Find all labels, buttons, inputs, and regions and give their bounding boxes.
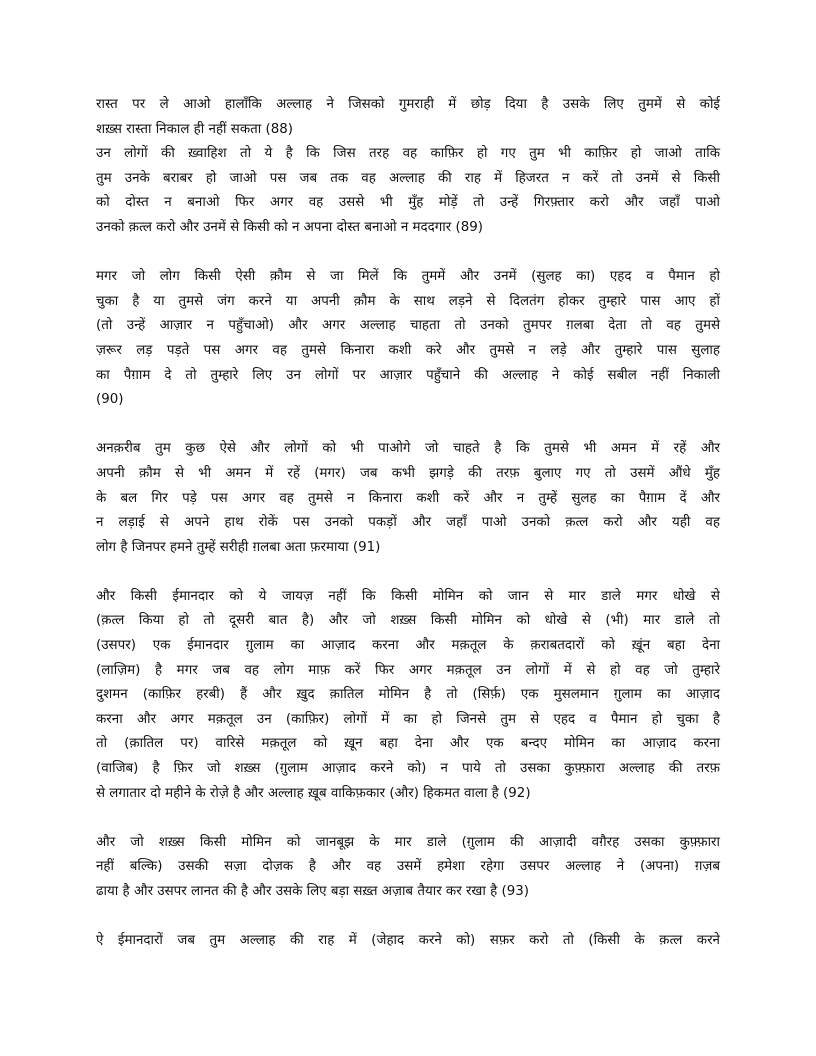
paragraph-verse-90 (96, 265, 720, 413)
text-line: मगर जो लोग किसी ऐसी क़ौम से जा मिलें कि तुममें और उनमें (सुलह का) एहद व पैमान हो (96, 269, 720, 285)
text-line: अनक़रीब तुम कुछ ऐसे और लोगों को भी पाओगे जो चाहते है कि तुमसे भी अमन में रहें और (96, 441, 720, 457)
text-line: (क़त्ल किया हो तो दूसरी बात है) और जो शख़्स किसी मोमिन को धोखे से (भी) मार डाले तो (96, 613, 720, 629)
text-line: और जो शख़्स किसी मोमिन को जानबूझ के मार डाले (ग़ुलाम की आज़ादी वग़ैरह उसका कुफ़्फ़ारा (96, 834, 720, 850)
text-line: (लाज़िम) है मगर जब वह लोग माफ़ करें फिर अगर मक़तूल उन लोगों में से हो वह जो तुम्हारे (96, 662, 720, 678)
text-line: दुशमन (काफ़िर हरबी) हैं और ख़ुद क़ातिल मोमिन है तो (सिर्फ़) एक मुसलमान ग़ुलाम का आज़ाद (96, 687, 720, 703)
text-line: अपनी क़ौम से भी अमन में रहें (मगर) जब कभी झगड़े की तरफ़ बुलाए गए तो उसमें औंधे मुँह (96, 465, 720, 481)
text-line: (तो उन्हें आज़ार न पहुँचाओ) और अगर अल्लाह चाहता तो उनको तुमपर ग़लबा देता तो वह तुमसे (96, 318, 720, 334)
text-line: लोग है जिनपर हमने तुम्हें सरीही ग़लबा अता फ़रमाया (91) (96, 539, 381, 555)
paragraph-verse-92 (96, 585, 720, 806)
text-line: उन लोगों की ख़्वाहिश तो ये है कि जिस तरह वह काफ़िर हो गए तुम भी काफ़िर हो जाओ ताकि (96, 146, 720, 162)
text-line: को दोस्त न बनाओ फिर अगर वह उससे भी मुँह मोड़ें तो उन्हें गिरफ़्तार करो और जहाँ पाओ (96, 195, 720, 211)
paragraph-verse-94-start (96, 929, 720, 954)
text-line: ज़रूर लड़ पड़ते पस अगर वह तुमसे किनारा कशी करे और तुमसे न लड़े और तुम्हारे पास सुलाह (96, 342, 720, 358)
text-line: (उसपर) एक ईमानदार ग़ुलाम का आज़ाद करना और मक़तूल के क़राबतदारों को ख़ूंन बहा देना (96, 638, 720, 654)
text-line: (90) (96, 392, 124, 408)
text-line: ऐ ईमानदारों जब तुम अल्लाह की राह में (जेहाद करने को) सफ़र करो तो (किसी के क़त्ल करने (96, 933, 720, 949)
text-line: नहीं बल्कि) उसकी सज़ा दोज़क है और वह उसमें हमेशा रहेगा उसपर अल्लाह ने (अपना) ग़ज़ब (96, 859, 720, 875)
paragraph-verse-88-89 (96, 93, 720, 241)
text-line: ढाया है और उसपर लानत की है और उसके लिए बड़ा सख़्त अज़ाब तैयार कर रखा है (93) (96, 884, 529, 899)
text-line: न लड़ाई से अपने हाथ रोकें पस उनको पकड़ों और जहाँ पाओ उनको क़त्ल करो और यही वह (96, 515, 720, 531)
paragraph-verse-93 (96, 831, 720, 905)
text-line: (वाजिब) है फ़िर जो शख़्स (ग़ुलाम आज़ाद करने को) न पाये तो उसका कुफ़्फ़ारा अल्लाह की तरफ़ (96, 761, 720, 777)
text-line: शख़्स रास्ता निकाल ही नहीं सकता (88) (96, 121, 293, 137)
paragraph-verse-91 (96, 437, 720, 560)
document-page (96, 93, 720, 978)
text-line: का पैग़ाम दे तो तुम्हारे लिए उन लोगों पर आज़ार पहुँचाने की अल्लाह ने कोई सबील नहीं निकाली (96, 367, 720, 383)
text-line: से लगातार दो महीने के रोज़े है और अल्लाह ख़ूब वाकिफ़कार (और) हिकमत वाला है (92) (96, 785, 531, 801)
text-line: चुका है या तुमसे जंग करने या अपनी क़ौम के साथ लड़ने से दिलतंग होकर तुम्हारे पास आए हों (96, 293, 720, 309)
text-line: तुम उनके बराबर हो जाओ पस जब तक वह अल्लाह की राह में हिजरत न करें तो उनमें से किसी (96, 170, 720, 186)
text-line: तो (क़ातिल पर) वारिसे मक़तूल को ख़ून बहा देना और एक बन्दए मोमिन का आज़ाद करना (96, 736, 720, 752)
text-line: और किसी ईमानदार को ये जायज़ नहीं कि किसी मोमिन को जान से मार डाले मगर धोखे से (96, 588, 720, 604)
text-line: करना और अगर मक़तूल उन (काफ़िर) लोगों में का हो जिनसे तुम से एहद व पैमान हो चुका है (96, 711, 720, 727)
text-line: के बल गिर पड़े पस अगर वह तुमसे न किनारा कशी करें और न तुम्हें सुलह का पैग़ाम दें और (96, 490, 720, 506)
text-line: उनको क़त्ल करो और उनमें से किसी को न अपना दोस्त बनाओ न मददगार (89) (96, 219, 483, 235)
text-line: रास्त पर ले आओ हालाँकि अल्लाह ने जिसको गुमराही में छोड़ दिया है उसके लिए तुममें से कोई (96, 97, 720, 112)
